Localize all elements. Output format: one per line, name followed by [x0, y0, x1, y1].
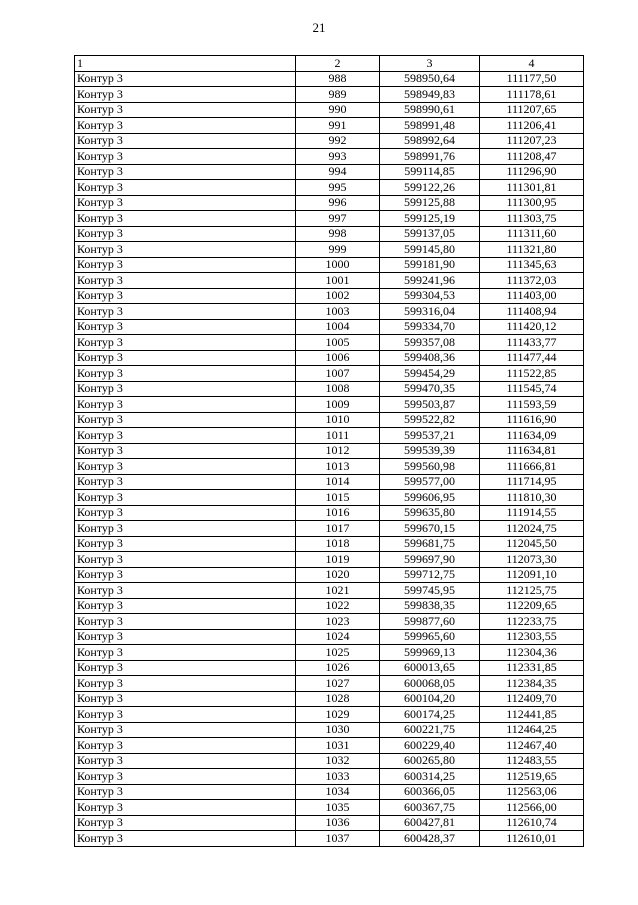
x-coordinate-cell: 599712,75 [380, 567, 480, 583]
table-row [75, 815, 584, 831]
point-number-cell: 1026 [296, 660, 380, 676]
contour-cell: Контур 3 [75, 521, 296, 537]
y-coordinate-cell: 111634,81 [480, 443, 584, 459]
x-coordinate-cell: 599137,05 [380, 226, 480, 242]
contour-cell: Контур 3 [75, 691, 296, 707]
point-number-cell: 1031 [296, 738, 380, 754]
x-coordinate-cell: 599697,90 [380, 552, 480, 568]
y-coordinate-cell: 112441,85 [480, 707, 584, 723]
coordinates-table [74, 55, 584, 847]
contour-cell: Контур 3 [75, 71, 296, 87]
point-number-cell: 1025 [296, 645, 380, 661]
y-coordinate-cell: 111616,90 [480, 412, 584, 428]
point-number-cell: 1034 [296, 784, 380, 800]
table-row [75, 722, 584, 738]
y-coordinate-cell: 112304,36 [480, 645, 584, 661]
table-row [75, 87, 584, 103]
contour-cell: Контур 3 [75, 397, 296, 413]
x-coordinate-cell: 599560,98 [380, 459, 480, 475]
point-number-cell: 1024 [296, 629, 380, 645]
point-number-cell: 994 [296, 164, 380, 180]
point-number-cell: 1016 [296, 505, 380, 521]
table-row [75, 133, 584, 149]
contour-cell: Контур 3 [75, 831, 296, 847]
y-coordinate-cell: 112464,25 [480, 722, 584, 738]
table-body [75, 71, 584, 846]
x-coordinate-cell: 599537,21 [380, 428, 480, 444]
x-coordinate-cell: 599125,19 [380, 211, 480, 227]
x-coordinate-cell: 600221,75 [380, 722, 480, 738]
header-cell: 4 [480, 56, 584, 72]
y-coordinate-cell: 112303,55 [480, 629, 584, 645]
point-number-cell: 1035 [296, 800, 380, 816]
table-row [75, 691, 584, 707]
y-coordinate-cell: 112024,75 [480, 521, 584, 537]
table-row [75, 226, 584, 242]
point-number-cell: 1018 [296, 536, 380, 552]
contour-cell: Контур 3 [75, 784, 296, 800]
x-coordinate-cell: 598950,64 [380, 71, 480, 87]
x-coordinate-cell: 599454,29 [380, 366, 480, 382]
point-number-cell: 1030 [296, 722, 380, 738]
contour-cell: Контур 3 [75, 707, 296, 723]
y-coordinate-cell: 111522,85 [480, 366, 584, 382]
point-number-cell: 1007 [296, 366, 380, 382]
point-number-cell: 995 [296, 180, 380, 196]
point-number-cell: 997 [296, 211, 380, 227]
table-row [75, 118, 584, 134]
table-row [75, 397, 584, 413]
table-row [75, 288, 584, 304]
point-number-cell: 1022 [296, 598, 380, 614]
contour-cell: Контур 3 [75, 459, 296, 475]
table-row [75, 164, 584, 180]
table-row [75, 753, 584, 769]
x-coordinate-cell: 599606,95 [380, 490, 480, 506]
x-coordinate-cell: 600314,25 [380, 769, 480, 785]
x-coordinate-cell: 598991,48 [380, 118, 480, 134]
y-coordinate-cell: 111208,47 [480, 149, 584, 165]
y-coordinate-cell: 111420,12 [480, 319, 584, 335]
contour-cell: Контур 3 [75, 660, 296, 676]
y-coordinate-cell: 112073,30 [480, 552, 584, 568]
table-row [75, 490, 584, 506]
y-coordinate-cell: 111810,30 [480, 490, 584, 506]
page-number: 21 [312, 20, 326, 35]
y-coordinate-cell: 112125,75 [480, 583, 584, 599]
contour-cell: Контур 3 [75, 629, 296, 645]
table-row [75, 319, 584, 335]
x-coordinate-cell: 599145,80 [380, 242, 480, 258]
table-row [75, 211, 584, 227]
header-row [75, 56, 584, 72]
contour-cell: Контур 3 [75, 552, 296, 568]
x-coordinate-cell: 600229,40 [380, 738, 480, 754]
table-row [75, 645, 584, 661]
y-coordinate-cell: 111372,03 [480, 273, 584, 289]
contour-cell: Контур 3 [75, 490, 296, 506]
point-number-cell: 988 [296, 71, 380, 87]
contour-cell: Контур 3 [75, 257, 296, 273]
x-coordinate-cell: 599877,60 [380, 614, 480, 630]
point-number-cell: 1017 [296, 521, 380, 537]
table-row [75, 629, 584, 645]
y-coordinate-cell: 112566,00 [480, 800, 584, 816]
contour-cell: Контур 3 [75, 753, 296, 769]
contour-cell: Контур 3 [75, 505, 296, 521]
point-number-cell: 1028 [296, 691, 380, 707]
contour-cell: Контур 3 [75, 133, 296, 149]
point-number-cell: 993 [296, 149, 380, 165]
table-row [75, 552, 584, 568]
y-coordinate-cell: 111207,23 [480, 133, 584, 149]
y-coordinate-cell: 112331,85 [480, 660, 584, 676]
contour-cell: Контур 3 [75, 288, 296, 304]
table-row [75, 381, 584, 397]
contour-cell: Контур 3 [75, 180, 296, 196]
table-row [75, 738, 584, 754]
table-row [75, 784, 584, 800]
contour-cell: Контур 3 [75, 304, 296, 320]
point-number-cell: 1004 [296, 319, 380, 335]
x-coordinate-cell: 600265,80 [380, 753, 480, 769]
point-number-cell: 999 [296, 242, 380, 258]
x-coordinate-cell: 599316,04 [380, 304, 480, 320]
contour-cell: Контур 3 [75, 722, 296, 738]
x-coordinate-cell: 598949,83 [380, 87, 480, 103]
x-coordinate-cell: 598992,64 [380, 133, 480, 149]
x-coordinate-cell: 599539,39 [380, 443, 480, 459]
point-number-cell: 1023 [296, 614, 380, 630]
point-number-cell: 1027 [296, 676, 380, 692]
x-coordinate-cell: 599304,53 [380, 288, 480, 304]
y-coordinate-cell: 111301,81 [480, 180, 584, 196]
y-coordinate-cell: 111321,80 [480, 242, 584, 258]
point-number-cell: 1009 [296, 397, 380, 413]
y-coordinate-cell: 112409,70 [480, 691, 584, 707]
contour-cell: Контур 3 [75, 428, 296, 444]
x-coordinate-cell: 599670,15 [380, 521, 480, 537]
x-coordinate-cell: 599965,60 [380, 629, 480, 645]
table-row [75, 180, 584, 196]
contour-cell: Контур 3 [75, 567, 296, 583]
y-coordinate-cell: 112610,01 [480, 831, 584, 847]
point-number-cell: 992 [296, 133, 380, 149]
x-coordinate-cell: 599969,13 [380, 645, 480, 661]
contour-cell: Контур 3 [75, 583, 296, 599]
x-coordinate-cell: 600427,81 [380, 815, 480, 831]
y-coordinate-cell: 112045,50 [480, 536, 584, 552]
contour-cell: Контур 3 [75, 443, 296, 459]
table-row [75, 800, 584, 816]
table-row [75, 521, 584, 537]
table-row [75, 149, 584, 165]
point-number-cell: 1013 [296, 459, 380, 475]
x-coordinate-cell: 599838,35 [380, 598, 480, 614]
x-coordinate-cell: 599503,87 [380, 397, 480, 413]
point-number-cell: 1032 [296, 753, 380, 769]
x-coordinate-cell: 599357,08 [380, 335, 480, 351]
point-number-cell: 990 [296, 102, 380, 118]
table-row [75, 304, 584, 320]
contour-cell: Контур 3 [75, 800, 296, 816]
point-number-cell: 1006 [296, 350, 380, 366]
point-number-cell: 996 [296, 195, 380, 211]
x-coordinate-cell: 598990,61 [380, 102, 480, 118]
y-coordinate-cell: 112384,35 [480, 676, 584, 692]
table-row [75, 195, 584, 211]
point-number-cell: 1033 [296, 769, 380, 785]
point-number-cell: 1005 [296, 335, 380, 351]
y-coordinate-cell: 112483,55 [480, 753, 584, 769]
table-row [75, 505, 584, 521]
x-coordinate-cell: 599635,80 [380, 505, 480, 521]
table-row [75, 242, 584, 258]
x-coordinate-cell: 598991,76 [380, 149, 480, 165]
table-row [75, 273, 584, 289]
contour-cell: Контур 3 [75, 769, 296, 785]
table-row [75, 350, 584, 366]
x-coordinate-cell: 600428,37 [380, 831, 480, 847]
y-coordinate-cell: 111545,74 [480, 381, 584, 397]
point-number-cell: 1014 [296, 474, 380, 490]
x-coordinate-cell: 599745,95 [380, 583, 480, 599]
y-coordinate-cell: 111296,90 [480, 164, 584, 180]
y-coordinate-cell: 112610,74 [480, 815, 584, 831]
contour-cell: Контур 3 [75, 87, 296, 103]
y-coordinate-cell: 112563,06 [480, 784, 584, 800]
table-row [75, 474, 584, 490]
x-coordinate-cell: 599334,70 [380, 319, 480, 335]
x-coordinate-cell: 599408,36 [380, 350, 480, 366]
y-coordinate-cell: 112209,65 [480, 598, 584, 614]
y-coordinate-cell: 111403,00 [480, 288, 584, 304]
contour-cell: Контур 3 [75, 598, 296, 614]
x-coordinate-cell: 600068,05 [380, 676, 480, 692]
point-number-cell: 1020 [296, 567, 380, 583]
y-coordinate-cell: 112091,10 [480, 567, 584, 583]
point-number-cell: 1002 [296, 288, 380, 304]
point-number-cell: 1000 [296, 257, 380, 273]
x-coordinate-cell: 599125,88 [380, 195, 480, 211]
table-row [75, 831, 584, 847]
contour-cell: Контур 3 [75, 350, 296, 366]
y-coordinate-cell: 112467,40 [480, 738, 584, 754]
table-row [75, 428, 584, 444]
x-coordinate-cell: 600367,75 [380, 800, 480, 816]
contour-cell: Контур 3 [75, 226, 296, 242]
y-coordinate-cell: 111477,44 [480, 350, 584, 366]
header-cell: 2 [296, 56, 380, 72]
x-coordinate-cell: 599470,35 [380, 381, 480, 397]
table-row [75, 567, 584, 583]
x-coordinate-cell: 599122,26 [380, 180, 480, 196]
point-number-cell: 1011 [296, 428, 380, 444]
table-row [75, 443, 584, 459]
table-row [75, 614, 584, 630]
point-number-cell: 1019 [296, 552, 380, 568]
table-row [75, 412, 584, 428]
y-coordinate-cell: 111177,50 [480, 71, 584, 87]
y-coordinate-cell: 112233,75 [480, 614, 584, 630]
table-row [75, 459, 584, 475]
table-row [75, 335, 584, 351]
contour-cell: Контур 3 [75, 211, 296, 227]
y-coordinate-cell: 111311,60 [480, 226, 584, 242]
point-number-cell: 991 [296, 118, 380, 134]
x-coordinate-cell: 600104,20 [380, 691, 480, 707]
point-number-cell: 989 [296, 87, 380, 103]
y-coordinate-cell: 111433,77 [480, 335, 584, 351]
contour-cell: Контур 3 [75, 366, 296, 382]
header-cell: 1 [75, 56, 296, 72]
table-header [75, 56, 584, 72]
table-row [75, 769, 584, 785]
x-coordinate-cell: 600174,25 [380, 707, 480, 723]
y-coordinate-cell: 111914,55 [480, 505, 584, 521]
y-coordinate-cell: 111345,63 [480, 257, 584, 273]
contour-cell: Контур 3 [75, 118, 296, 134]
table-row [75, 676, 584, 692]
contour-cell: Контур 3 [75, 614, 296, 630]
contour-cell: Контур 3 [75, 381, 296, 397]
point-number-cell: 1003 [296, 304, 380, 320]
table-row [75, 366, 584, 382]
table-row [75, 257, 584, 273]
y-coordinate-cell: 111178,61 [480, 87, 584, 103]
point-number-cell: 1021 [296, 583, 380, 599]
y-coordinate-cell: 111206,41 [480, 118, 584, 134]
y-coordinate-cell: 111408,94 [480, 304, 584, 320]
y-coordinate-cell: 111207,65 [480, 102, 584, 118]
contour-cell: Контур 3 [75, 242, 296, 258]
contour-cell: Контур 3 [75, 815, 296, 831]
x-coordinate-cell: 599577,00 [380, 474, 480, 490]
x-coordinate-cell: 599114,85 [380, 164, 480, 180]
contour-cell: Контур 3 [75, 676, 296, 692]
table-row [75, 71, 584, 87]
table-row [75, 707, 584, 723]
header-cell: 3 [380, 56, 480, 72]
contour-cell: Контур 3 [75, 536, 296, 552]
y-coordinate-cell: 111714,95 [480, 474, 584, 490]
contour-cell: Контур 3 [75, 319, 296, 335]
point-number-cell: 1012 [296, 443, 380, 459]
point-number-cell: 1001 [296, 273, 380, 289]
contour-cell: Контур 3 [75, 645, 296, 661]
contour-cell: Контур 3 [75, 474, 296, 490]
point-number-cell: 1029 [296, 707, 380, 723]
y-coordinate-cell: 112519,65 [480, 769, 584, 785]
x-coordinate-cell: 600013,65 [380, 660, 480, 676]
x-coordinate-cell: 599522,82 [380, 412, 480, 428]
table-row [75, 598, 584, 614]
x-coordinate-cell: 599181,90 [380, 257, 480, 273]
contour-cell: Контур 3 [75, 412, 296, 428]
table-row [75, 583, 584, 599]
table-row [75, 102, 584, 118]
x-coordinate-cell: 599681,75 [380, 536, 480, 552]
contour-cell: Контур 3 [75, 335, 296, 351]
table-row [75, 660, 584, 676]
point-number-cell: 1015 [296, 490, 380, 506]
y-coordinate-cell: 111666,81 [480, 459, 584, 475]
contour-cell: Контур 3 [75, 273, 296, 289]
y-coordinate-cell: 111303,75 [480, 211, 584, 227]
point-number-cell: 1008 [296, 381, 380, 397]
contour-cell: Контур 3 [75, 738, 296, 754]
table-row [75, 536, 584, 552]
point-number-cell: 1036 [296, 815, 380, 831]
contour-cell: Контур 3 [75, 195, 296, 211]
contour-cell: Контур 3 [75, 149, 296, 165]
contour-cell: Контур 3 [75, 164, 296, 180]
point-number-cell: 1037 [296, 831, 380, 847]
x-coordinate-cell: 600366,05 [380, 784, 480, 800]
y-coordinate-cell: 111634,09 [480, 428, 584, 444]
contour-cell: Контур 3 [75, 102, 296, 118]
point-number-cell: 998 [296, 226, 380, 242]
x-coordinate-cell: 599241,96 [380, 273, 480, 289]
point-number-cell: 1010 [296, 412, 380, 428]
y-coordinate-cell: 111593,59 [480, 397, 584, 413]
y-coordinate-cell: 111300,95 [480, 195, 584, 211]
